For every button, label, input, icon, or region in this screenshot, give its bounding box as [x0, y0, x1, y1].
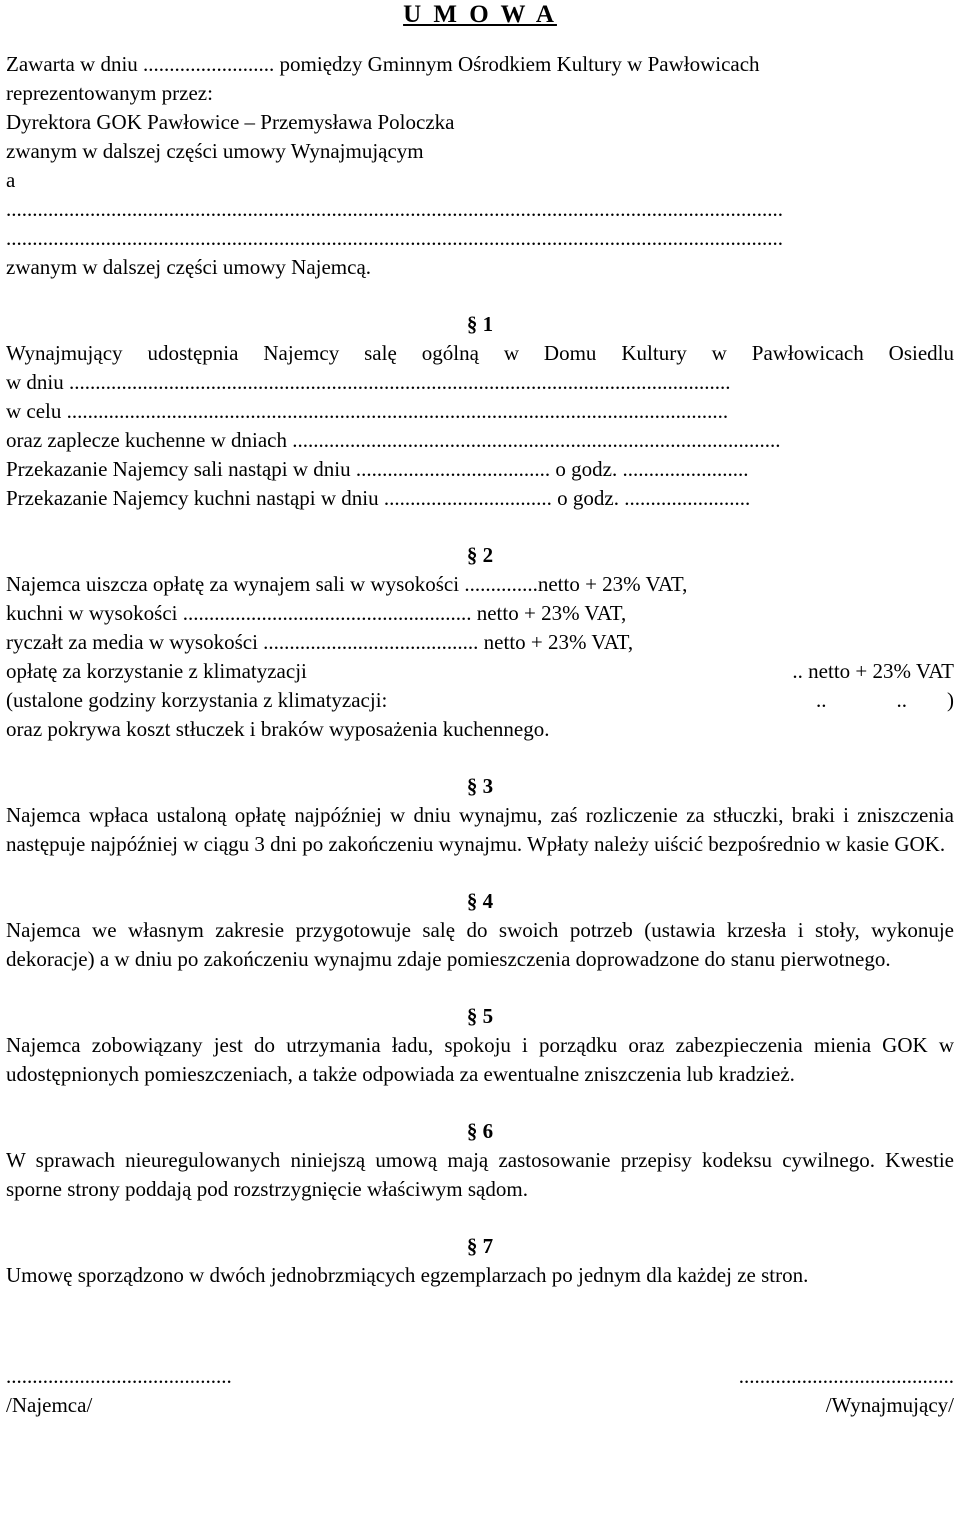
section-paragraph: W sprawach nieuregulowanych niniejszą umową mają zastosowanie przepisy kodeksu cywilnego. Kwestie sporne strony poddają pod rozstrzygnięcie właściwym sądom.: [6, 1148, 954, 1201]
signature-label-tenant: /Najemca/: [6, 1393, 93, 1417]
line-text: .. netto + 23% VAT: [792, 659, 954, 683]
section-paragraph: Najemca we własnym zakresie przygotowuje salę do swoich potrzeb (ustawia krzesła i stoły, wykonuje dekoracje) a w dniu po zakończeniu wynajmu zdaje pomieszczenia doprowadzone do stanu pierwotnego.: [6, 918, 954, 971]
section-line: [6, 657, 954, 686]
section-2: [6, 541, 954, 744]
section-line: Wynajmujący udostępnia Najemcy salę ogólną w Domu Kultury w Pawłowicach Osiedlu: [6, 341, 954, 365]
intro-line: reprezentowanym przez:: [6, 81, 213, 105]
section-paragraph: Najemca zobowiązany jest do utrzymania ładu, spokoju i porządku oraz zabezpieczenia mienia GOK w udostępnionych pomieszczeniach, a także odpowiada za ewentualne zniszczenia lub kradzież.: [6, 1033, 954, 1086]
intro-line: a: [6, 168, 16, 192]
section-4: [6, 887, 954, 974]
spacer: [6, 974, 954, 1002]
section-heading: § 2: [466, 543, 494, 567]
contract-document: [6, 0, 954, 1420]
spacer: [6, 1089, 954, 1117]
section-heading: § 3: [466, 774, 494, 798]
intro-line: zwanym w dalszej części umowy Wynajmującym: [6, 139, 424, 163]
signature-dots-row: [6, 1362, 954, 1391]
intro-line: zwanym w dalszej części umowy Najemcą.: [6, 255, 372, 279]
intro-section: [6, 50, 954, 282]
section-7: [6, 1232, 954, 1290]
section-paragraph: Umowę sporządzono w dwóch jednobrzmiących egzemplarzach po jednym dla każdej ze stron.: [6, 1263, 809, 1287]
section-line: Przekazanie Najemcy kuchni nastąpi w dniu ................................ o godz. ........................: [6, 486, 751, 510]
section-heading: § 7: [466, 1234, 494, 1258]
spacer: [6, 1290, 954, 1362]
section-line: oraz zaplecze kuchenne w dniach .............................................................................................: [6, 428, 781, 452]
spacer: [6, 859, 954, 887]
spacer: [6, 282, 954, 310]
section-1: [6, 310, 954, 513]
line-text: ): [947, 688, 954, 712]
section-line: w dniu ..............................................................................................................................: [6, 370, 731, 394]
section-6: [6, 1117, 954, 1204]
section-3: [6, 772, 954, 859]
spacer: [6, 513, 954, 541]
line-text: opłatę za korzystanie z klimatyzacji: [6, 659, 307, 683]
section-heading: § 6: [466, 1119, 494, 1143]
section-heading: § 5: [466, 1004, 494, 1028]
section-line: kuchni w wysokości ....................................................... netto + 23% VAT,: [6, 601, 627, 625]
section-line: w celu ..............................................................................................................................: [6, 399, 729, 423]
section-line: Przekazanie Najemcy sali nastąpi w dniu ..................................... o godz. ........................: [6, 457, 749, 481]
dotted-line: ....................................................................................................................................................: [6, 197, 783, 221]
section-heading: § 4: [466, 889, 494, 913]
signature-dots-left: ...........................................: [6, 1364, 232, 1388]
signature-label-landlord: /Wynajmujący/: [825, 1393, 954, 1417]
line-text: ..: [896, 688, 907, 712]
signature-labels-row: [6, 1391, 954, 1420]
dotted-line: ....................................................................................................................................................: [6, 226, 783, 250]
document-title: U M O W A: [403, 1, 557, 28]
section-5: [6, 1002, 954, 1089]
section-line: ryczałt za media w wysokości ......................................... netto + 23% VAT,: [6, 630, 634, 654]
signature-dots-right: .........................................: [738, 1364, 954, 1388]
section-paragraph: Najemca wpłaca ustaloną opłatę najpóźniej w dniu wynajmu, zaś rozliczenie za stłuczki, braki i zniszczenia następuje najpóźniej w ciągu 3 dni po zakończeniu wynajmu. Wpłaty należy uiścić bezpośrednio w kasie GOK.: [6, 803, 954, 856]
section-line: oraz pokrywa koszt stłuczek i braków wyposażenia kuchennego.: [6, 717, 550, 741]
spacer: [6, 29, 954, 50]
line-text: ..: [816, 688, 827, 712]
section-heading: § 1: [466, 312, 494, 336]
intro-line: Zawarta w dniu ......................... pomiędzy Gminnym Ośrodkiem Kultury w Pawłowicach: [6, 52, 760, 76]
section-line: Najemca uiszcza opłatę za wynajem sali w wysokości ..............netto + 23% VAT,: [6, 572, 688, 596]
section-line: [6, 686, 954, 715]
spacer: [6, 744, 954, 772]
line-text: (ustalone godziny korzystania z klimatyzacji:: [6, 688, 388, 712]
spacer: [6, 1204, 954, 1232]
intro-line: Dyrektora GOK Pawłowice – Przemysława Poloczka: [6, 110, 455, 134]
signatures: [6, 1362, 954, 1420]
